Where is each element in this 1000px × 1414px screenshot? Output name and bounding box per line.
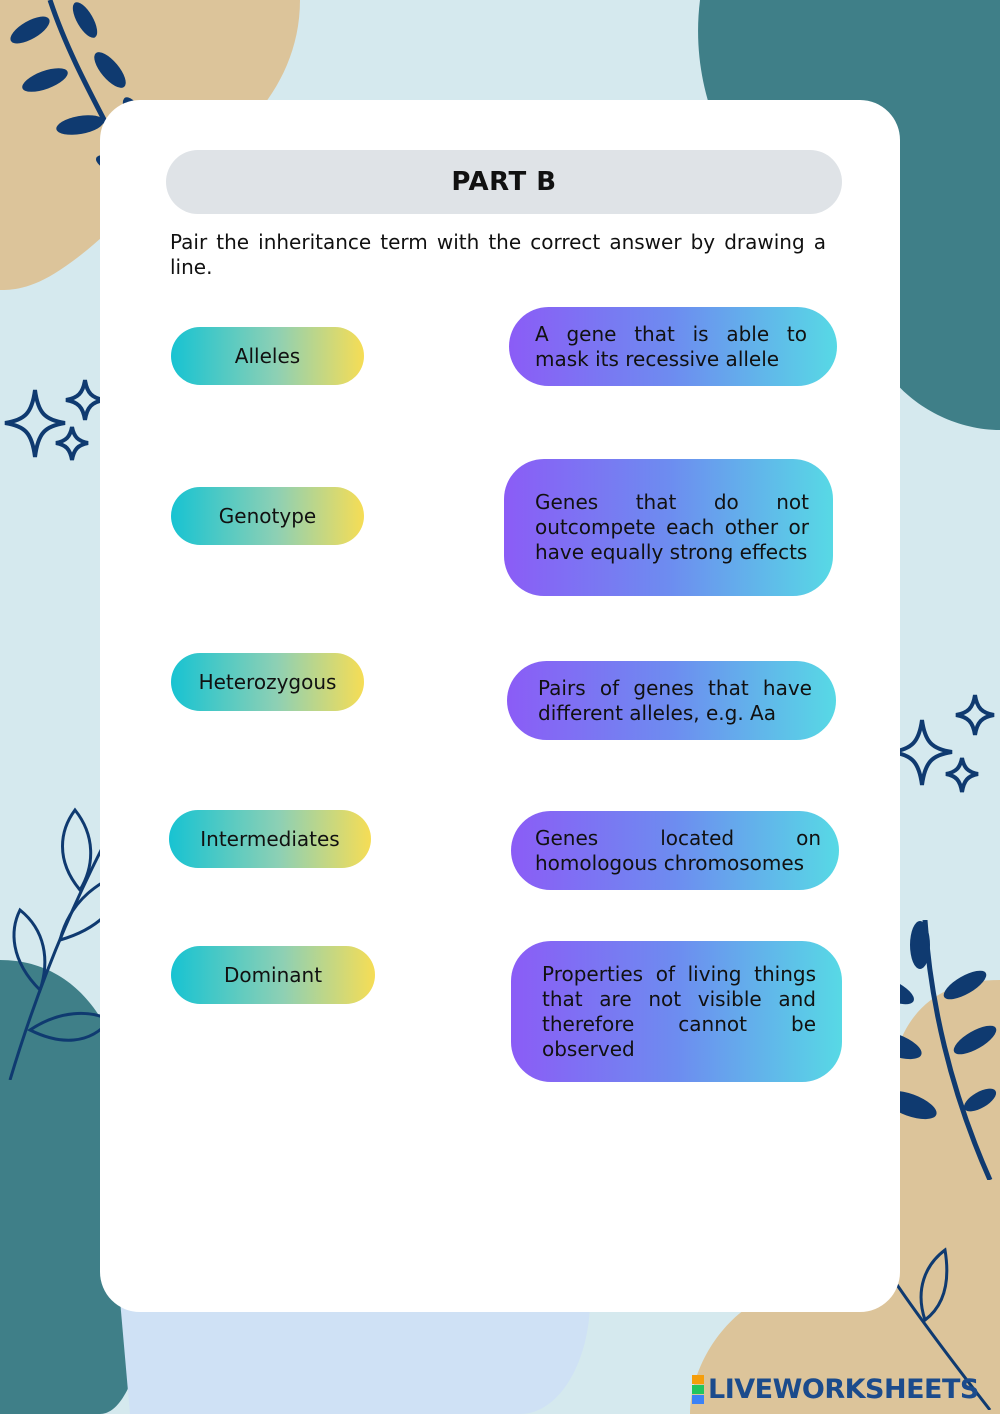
brand-mark-icon: [692, 1375, 704, 1404]
answer-text: Genes that do not outcompete each other or have equally strong effects: [535, 490, 809, 564]
sparkle-left-icon: [0, 375, 110, 465]
term-dominant[interactable]: Dominant: [171, 946, 375, 1004]
term-genotype[interactable]: Genotype: [171, 487, 364, 545]
page-title: PART B: [451, 167, 557, 197]
brand-name: LIVEWORKSHEETS: [708, 1374, 979, 1405]
answer-box[interactable]: [509, 307, 837, 386]
answer-text: Pairs of genes that have different alleles, e.g. Aa: [538, 675, 812, 725]
answer-box[interactable]: [507, 661, 836, 740]
sparkle-right-icon: [890, 690, 1000, 800]
term-intermediates[interactable]: Intermediates: [169, 810, 371, 868]
title-bar: [166, 150, 842, 214]
answer-text: Genes located on homologous chromosomes: [535, 825, 821, 875]
term-heterozygous[interactable]: Heterozygous: [171, 653, 364, 711]
answer-box[interactable]: [504, 459, 833, 596]
liveworksheets-logo: [692, 1374, 979, 1405]
term-alleles[interactable]: Alleles: [171, 327, 364, 385]
answer-box[interactable]: [511, 811, 839, 890]
answer-text: Properties of living things that are not visible and therefore cannot be observed: [542, 961, 816, 1061]
answer-text: A gene that is able to mask its recessive allele: [535, 321, 807, 371]
instruction-text: Pair the inheritance term with the correct answer by drawing a line.: [170, 230, 826, 279]
answer-box[interactable]: [511, 941, 842, 1082]
